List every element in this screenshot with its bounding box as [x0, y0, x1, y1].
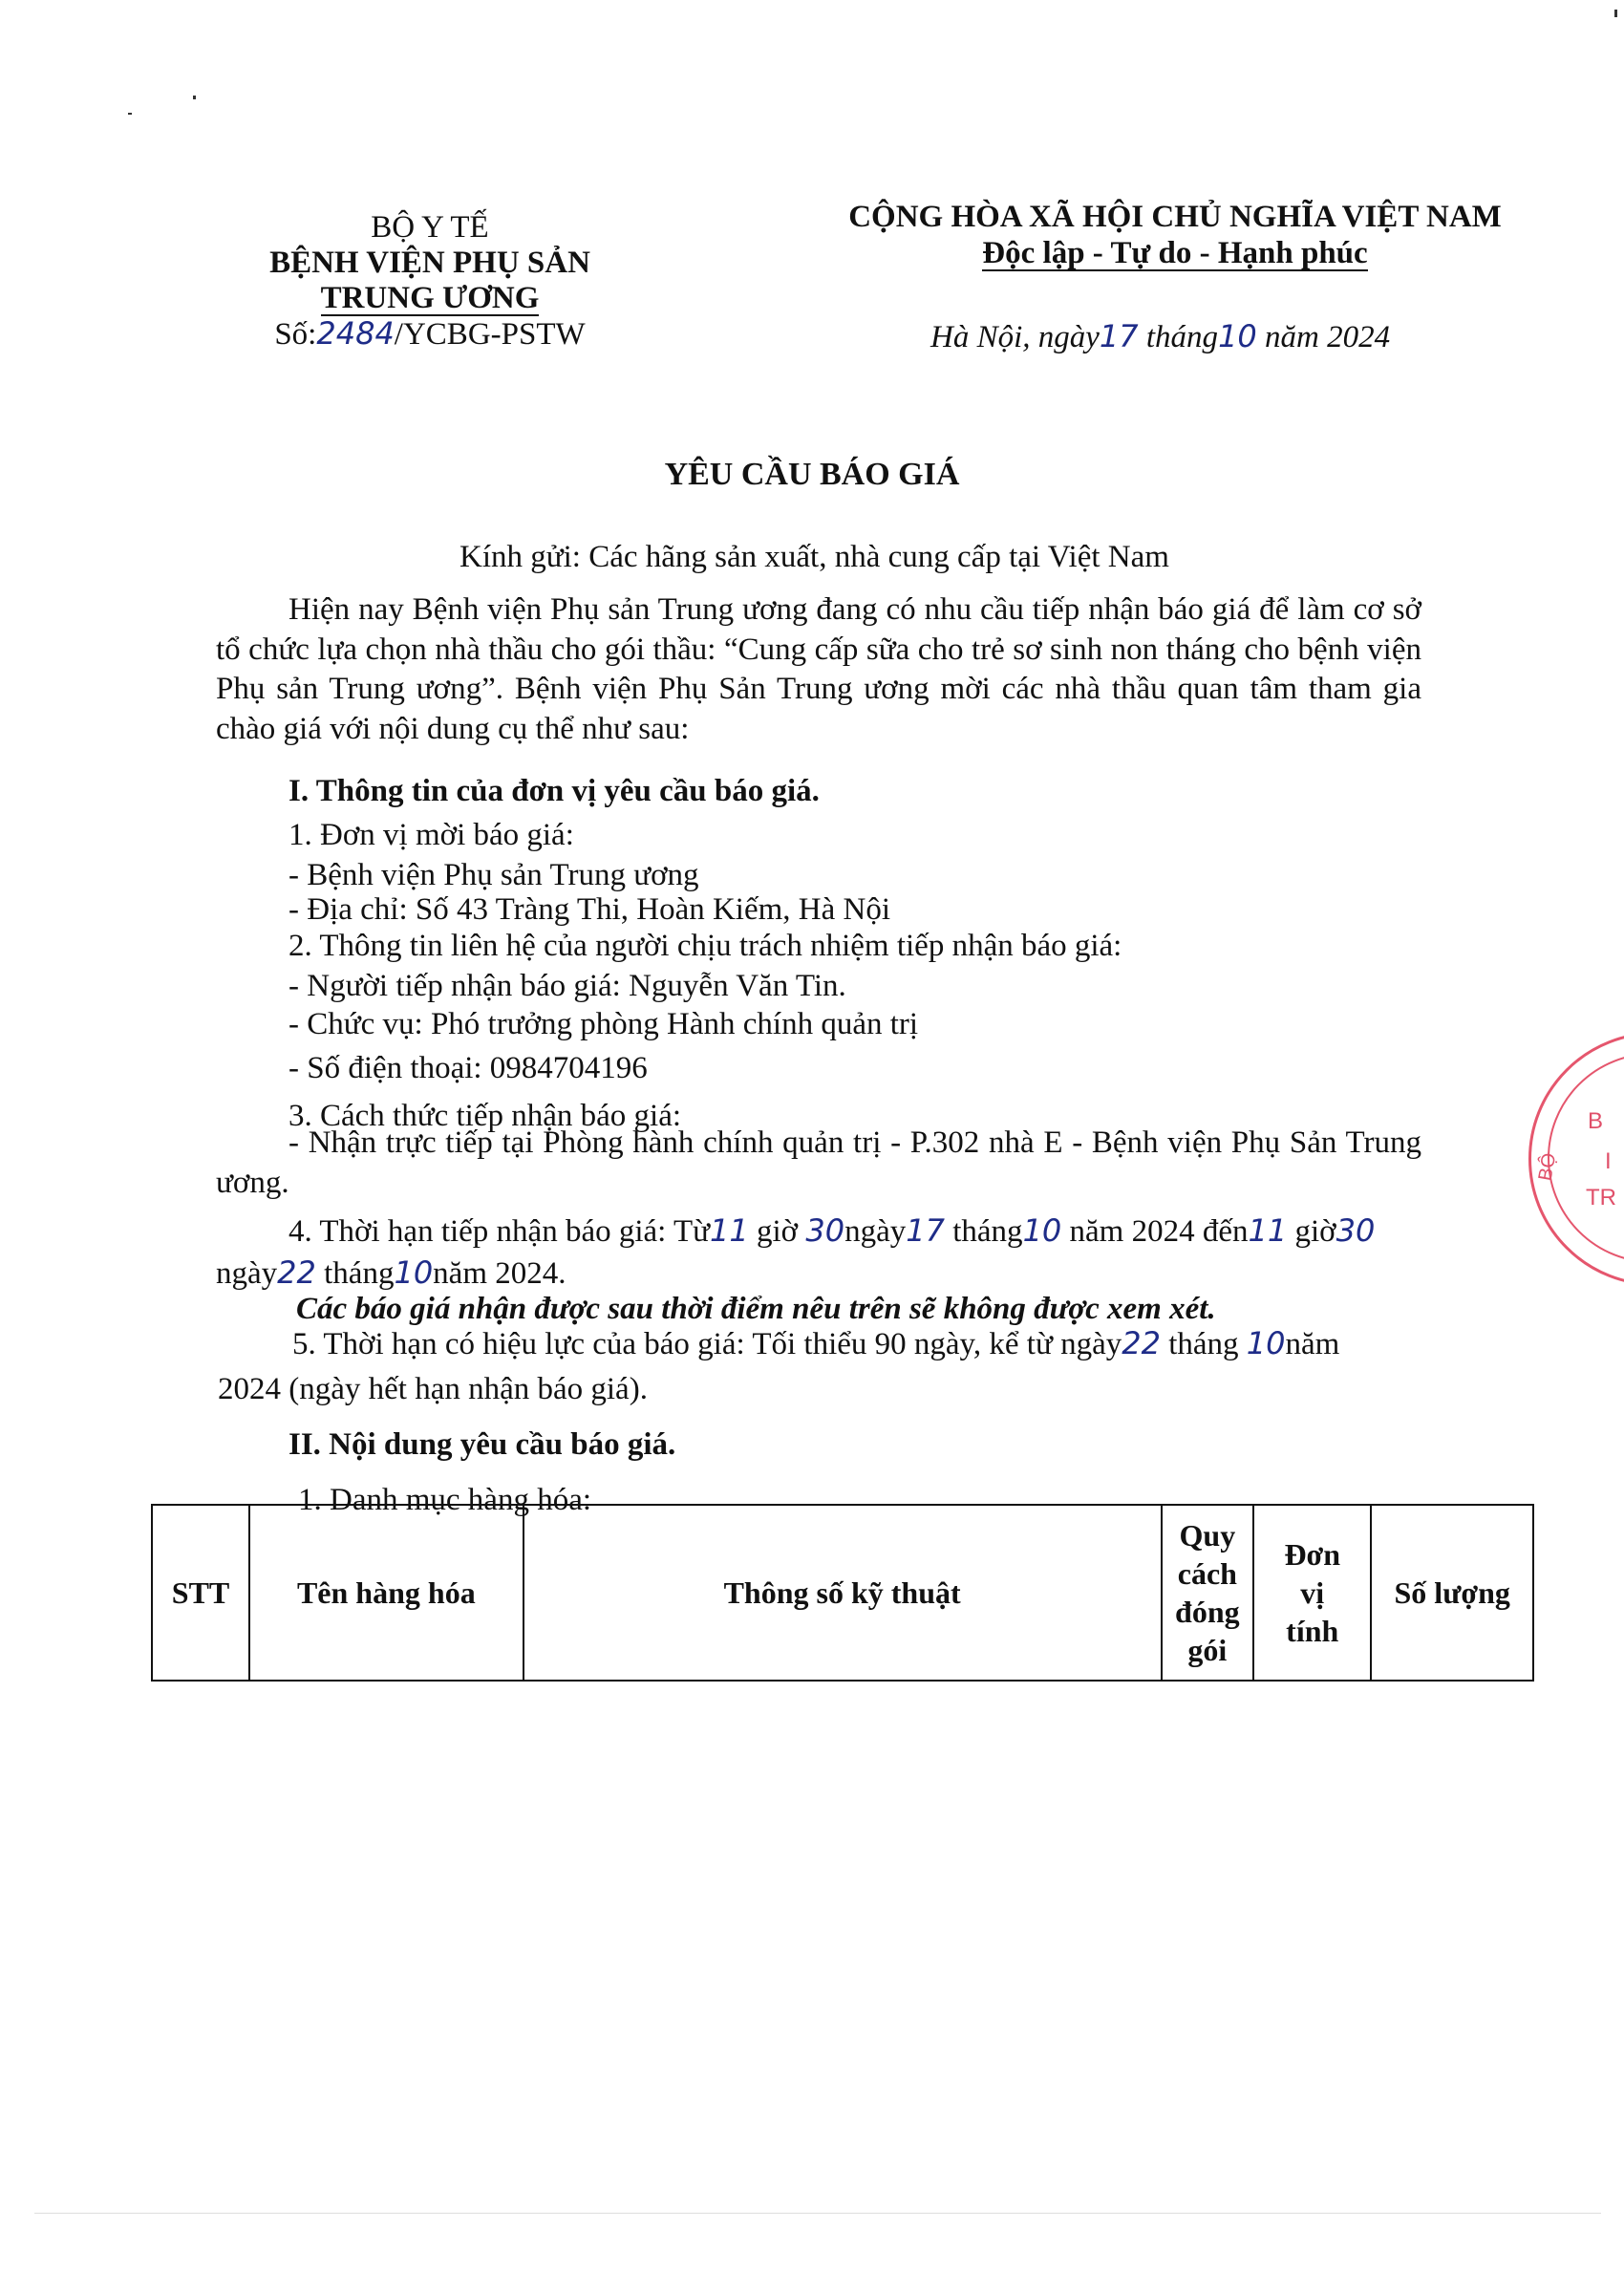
- receiver-position: - Chức vụ: Phó trưởng phòng Hành chính quản trị: [288, 1007, 919, 1041]
- seal-text: BỘ: [1534, 1151, 1561, 1183]
- deadline-line-1: [288, 1211, 1375, 1251]
- section-1-item-2: 2. Thông tin liên hệ của người chịu trách nhiệm tiếp nhận báo giá:: [288, 929, 1122, 963]
- deadline-text-b: giờ: [757, 1214, 799, 1249]
- deadline-text-e: năm 2024 đến: [1069, 1214, 1249, 1249]
- date-place: Hà Nội, ngày: [930, 320, 1100, 354]
- table-header-row: [152, 1505, 1533, 1681]
- deadline-day-to: 22: [277, 1254, 316, 1291]
- deadline-line-2: [216, 1253, 566, 1293]
- deadline-minute-to: 30: [1336, 1212, 1376, 1249]
- national-motto: Độc lập - Tự do - Hạnh phúc: [982, 236, 1368, 270]
- scan-speck: [128, 113, 132, 115]
- recipient-line: Kính gửi: Các hãng sản xuất, nhà cung cấp tại Việt Nam: [459, 540, 1169, 574]
- section-2-heading: II. Nội dung yêu cầu báo giá.: [288, 1427, 676, 1462]
- seal-text: I: [1605, 1148, 1612, 1174]
- issuer-block: [201, 210, 659, 353]
- doc-number-handwritten: 2484: [316, 315, 395, 352]
- validity-line-2: 2024 (ngày hết hạn nhận báo giá).: [218, 1372, 648, 1406]
- document-title: YÊU CẦU BÁO GIÁ: [664, 457, 960, 492]
- receiver-name: - Người tiếp nhận báo giá: Nguyễn Văn Tin.: [288, 969, 846, 1003]
- doc-number-suffix: /YCBG-PSTW: [394, 317, 586, 352]
- doc-number-prefix: Số:: [274, 317, 317, 352]
- section-1-item-3: 3. Cách thức tiếp nhận báo giá:: [288, 1099, 682, 1133]
- deadline-hour-from: 11: [710, 1212, 749, 1249]
- deadline-text-c: ngày: [844, 1214, 907, 1249]
- deadline-text-f: giờ: [1294, 1214, 1336, 1249]
- national-header: [802, 199, 1548, 271]
- validity-text-c: năm: [1285, 1327, 1340, 1361]
- col-specification: Thông số kỹ thuật: [524, 1505, 1162, 1681]
- deadline-text-h: tháng: [324, 1256, 395, 1291]
- document-number: [201, 316, 659, 353]
- intro-paragraph: Hiện nay Bệnh viện Phụ sản Trung ương đang có nhu cầu tiếp nhận báo giá để làm cơ sở tổ chức lựa chọn nhà thầu cho gói thầu: “Cung cấp sữa cho trẻ sơ sinh non tháng cho bệnh viện Phụ sản Trung ương”. Bệnh viện Phụ Sản Trung ương mời các nhà thầu quan tâm tham gia chào giá với nội dung cụ thể như sau:: [216, 592, 1421, 746]
- validity-text-b: tháng: [1168, 1327, 1239, 1361]
- scan-edge-line: [34, 2213, 1601, 2214]
- hospital-name-line2-wrap: [201, 281, 659, 316]
- col-packaging: Quy cách đóng gói: [1162, 1505, 1254, 1681]
- col-stt: STT: [152, 1505, 249, 1681]
- section-1-heading: I. Thông tin của đơn vị yêu cầu báo giá.: [288, 774, 820, 808]
- validity-month: 10: [1246, 1325, 1286, 1361]
- deadline-text-d: tháng: [952, 1214, 1023, 1249]
- country-name: CỘNG HÒA XÃ HỘI CHỦ NGHĨA VIỆT NAM: [848, 200, 1502, 234]
- ministry-name: BỘ Y TẾ: [371, 210, 489, 245]
- scan-speck: [193, 96, 196, 99]
- col-unit: Đơn vị tính: [1253, 1505, 1371, 1681]
- unit-name: - Bệnh viện Phụ sản Trung ương: [288, 858, 699, 892]
- date-month: 10: [1218, 318, 1257, 354]
- hospital-name: BỆNH VIỆN PHỤ SẢN: [269, 246, 590, 280]
- section-2-item-1: 1. Danh mục hàng hóa:: [298, 1483, 592, 1517]
- date-year: năm 2024: [1265, 320, 1391, 354]
- deadline-month-from: 10: [1022, 1212, 1062, 1249]
- date-day: 17: [1099, 318, 1139, 354]
- unit-address: - Địa chỉ: Số 43 Tràng Thi, Hoàn Kiếm, Hà Nội: [288, 892, 891, 927]
- deadline-day-from: 17: [906, 1212, 945, 1249]
- motto-wrap: [802, 235, 1548, 271]
- deadline-hour-to: 11: [1248, 1212, 1288, 1249]
- deadline-text-g: ngày: [216, 1256, 278, 1291]
- scan-speck: [1614, 10, 1617, 17]
- validity-line-1: [292, 1324, 1339, 1363]
- deadline-month-to: 10: [394, 1254, 434, 1291]
- deadline-text-a: 4. Thời hạn tiếp nhận báo giá: Từ: [288, 1214, 711, 1249]
- col-quantity: Số lượng: [1371, 1505, 1533, 1681]
- date-month-label: tháng: [1145, 320, 1219, 354]
- hospital-name-line2: TRUNG ƯƠNG: [320, 281, 540, 315]
- receiver-phone: - Số điện thoại: 0984704196: [288, 1051, 648, 1085]
- deadline-text-i: năm 2024.: [433, 1256, 566, 1291]
- late-notice: Các báo giá nhận được sau thời điểm nêu trên sẽ không được xem xét.: [296, 1292, 1216, 1326]
- seal-text: B: [1588, 1108, 1604, 1134]
- col-item-name: Tên hàng hóa: [249, 1505, 524, 1681]
- validity-day: 22: [1122, 1325, 1161, 1361]
- seal-text: TR: [1586, 1185, 1616, 1210]
- section-1-item-1: 1. Đơn vị mời báo giá:: [288, 818, 574, 852]
- document-date: [930, 317, 1390, 356]
- validity-text-a: 5. Thời hạn có hiệu lực của báo giá: Tối thiểu 90 ngày, kể từ ngày: [292, 1327, 1122, 1361]
- goods-table: [151, 1504, 1534, 1682]
- receiving-method: - Nhận trực tiếp tại Phòng hành chính quản trị - P.302 nhà E - Bệnh viện Phụ Sản Trung ương.: [216, 1125, 1421, 1200]
- deadline-minute-from: 30: [805, 1212, 845, 1249]
